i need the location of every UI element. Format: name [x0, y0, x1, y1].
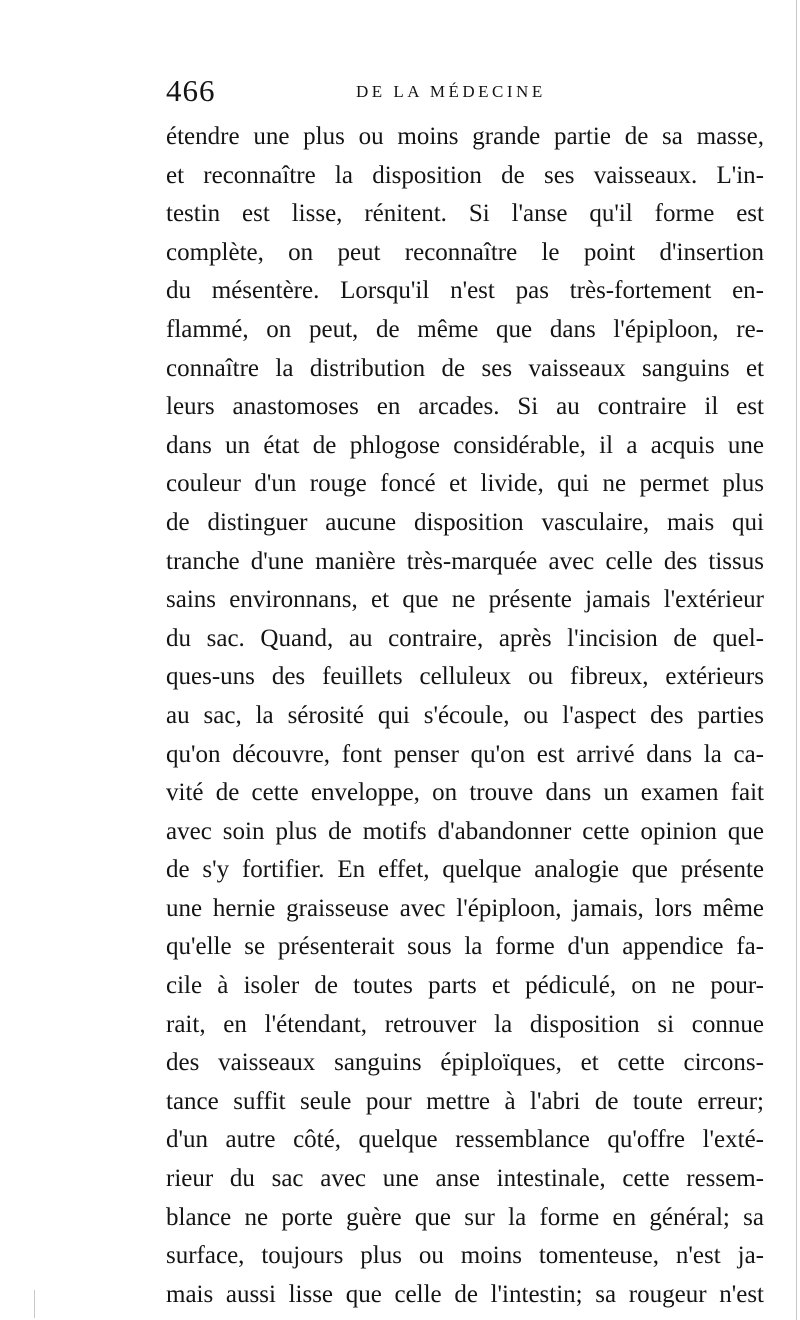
- text-line: une hernie graisseuse avec l'épiploon, jamais, lors même: [166, 894, 764, 922]
- page-number: 466: [166, 73, 216, 108]
- text-line: étendre une plus ou moins grande partie de sa masse,: [166, 123, 764, 150]
- text-line: rieur du sac avec une anse intestinale, cette ressem-: [166, 1165, 764, 1193]
- text-line: leurs anastomoses en arcades. Si au contraire il est: [166, 393, 764, 421]
- body-text: [166, 118, 764, 1314]
- text-line: testin est lisse, rénitent. Si l'anse qu'il forme est: [166, 200, 764, 228]
- text-line: qu'elle se présenterait sous la forme d'un appendice fa-: [166, 933, 764, 961]
- text-line: connaître la distribution de ses vaisseaux sanguins et: [166, 354, 764, 382]
- text-line: complète, on peut reconnaître le point d'insertion: [166, 238, 764, 266]
- text-line: de distinguer aucune disposition vasculaire, mais qui: [166, 508, 764, 536]
- text-line: qu'on découvre, font penser qu'on est arrivé dans la ca-: [166, 740, 764, 768]
- text-line: cile à isoler de toutes parts et pédiculé, on ne pour-: [166, 972, 764, 1000]
- text-line: ques-uns des feuillets celluleux ou fibreux, extérieurs: [166, 663, 764, 691]
- text-line: couleur d'un rouge foncé et livide, qui ne permet plus: [166, 470, 764, 498]
- page-header: [166, 72, 766, 112]
- text-line: d'un autre côté, quelque ressemblance qu'offre l'exté-: [166, 1126, 764, 1154]
- text-line: surface, toujours plus ou moins tomenteuse, n'est ja-: [166, 1242, 764, 1270]
- text-line: avec soin plus de motifs d'abandonner cette opinion que: [166, 817, 764, 845]
- text-line: tance suffit seule pour mettre à l'abri de toute erreur;: [166, 1087, 764, 1115]
- text-line: blance ne porte guère que sur la forme en général; sa: [166, 1203, 764, 1231]
- page-edge-mark: [34, 1290, 35, 1318]
- text-line: vité de cette enveloppe, on trouve dans un examen fait: [166, 779, 764, 807]
- text-line: mais aussi lisse que celle de l'intestin; sa rougeur n'est: [166, 1280, 764, 1308]
- text-line: rait, en l'étendant, retrouver la disposition si connue: [166, 1010, 764, 1038]
- text-line: du sac. Quand, au contraire, après l'incision de quel-: [166, 624, 764, 652]
- text-line: dans un état de phlogose considérable, il a acquis une: [166, 431, 764, 459]
- text-line: au sac, la sérosité qui s'écoule, ou l'aspect des parties: [166, 701, 764, 729]
- text-line: de s'y fortifier. En effet, quelque analogie que présente: [166, 856, 764, 884]
- running-title: DE LA MÉDECINE: [356, 82, 546, 101]
- text-line: et reconnaître la disposition de ses vaisseaux. L'in-: [166, 161, 764, 189]
- text-line: tranche d'une manière très-marquée avec celle des tissus: [166, 547, 764, 575]
- text-line: flammé, on peut, de même que dans l'épiploon, re-: [166, 315, 764, 343]
- page-edge-mark: [796, 0, 797, 1320]
- text-line: du mésentère. Lorsqu'il n'est pas très-fortement en-: [166, 277, 764, 305]
- text-line: des vaisseaux sanguins épiploïques, et cette circons-: [166, 1049, 764, 1077]
- text-line: sains environnans, et que ne présente jamais l'extérieur: [166, 586, 764, 614]
